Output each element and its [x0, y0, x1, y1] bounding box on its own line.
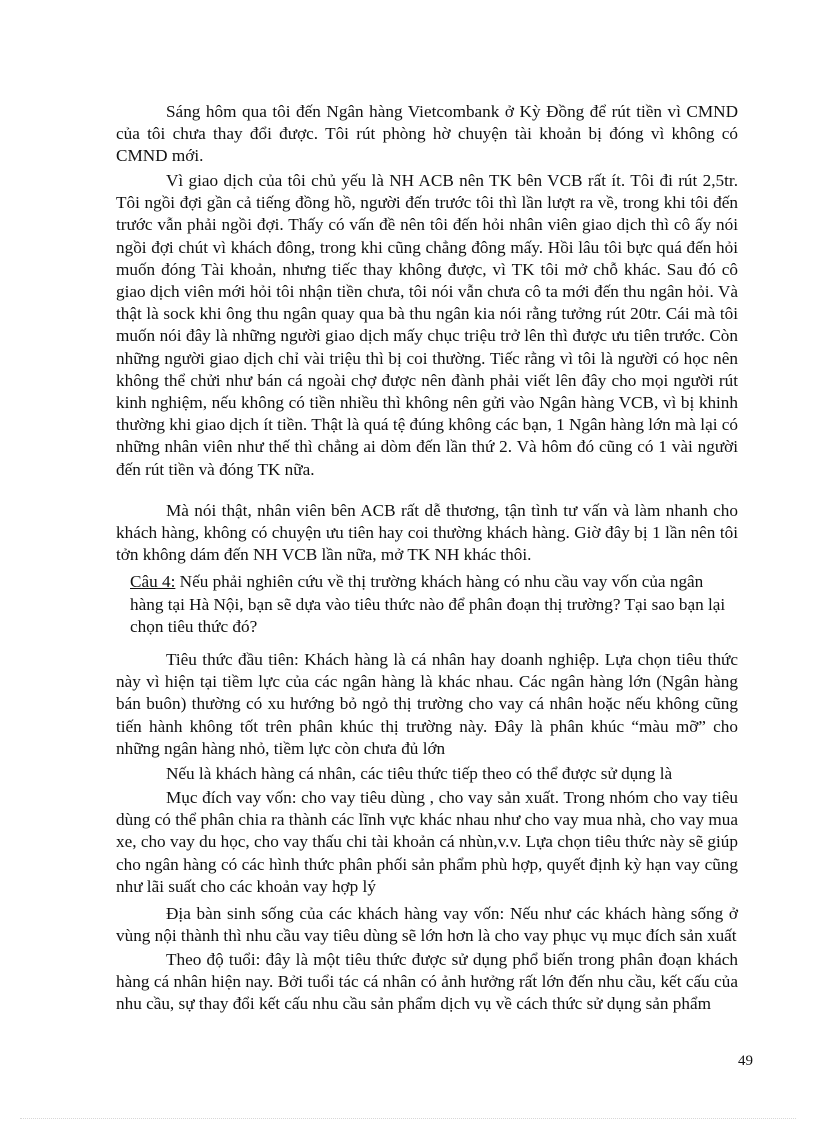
paragraph-transaction-story: Vì giao dịch của tôi chủ yếu là NH ACB nên TK bên VCB rất ít. Tôi đi rút 2,5tr. Tôi ngồi đợi gần cả tiếng đồng hồ, người đến trước tôi thì lần lượt ra về, trong khi tôi đến trước vẫn phải ngồi đợi. Thấy có vấn đề nên tôi đến hỏi nhân viên giao dịch thì cô ấy nói ngồi đợi chút vì khách đông, trong khi cũng chẳng đông mấy. Hồi lâu tôi bực quá đến hỏi muốn đóng Tài khoản, nhưng tiếc thay không được, vì TK tôi mở chỗ khác. Sau đó cô giao dịch viên mới hỏi tôi nhận tiền chưa, tôi nói vẫn chưa cô ta mới đến thu ngân hỏi. Và thật là sock khi ông thu ngân quay qua bà thu ngân kia nói rằng tưởng rút 20tr. Cái mà tôi muốn nói đây là những người giao dịch mấy chục triệu trở lên thì được ưu tiên trước. Còn những người giao dịch chỉ vài triệu thì bị coi thường. Tiếc rằng vì tôi là người có học nên không thể chửi như bán cá ngoài chợ được nên đành phải viết lên đây cho mọi người rút kinh nghiệm, nếu không có tiền nhiều thì không nên gửi vào Ngân hàng VCB, vì bị khinh thường khi giao dịch ít tiền. Thật là quá tệ đúng không các bạn, 1 Ngân hàng lớn mà lại có những nhân viên như thế thì chẳng ai dòm đến lần thứ 2. Và hôm đó cũng có 1 vài người đến rút tiền và đóng TK nữa. — [116, 171, 738, 479]
answer-first-criterion: Tiêu thức đầu tiên: Khách hàng là cá nhân hay doanh nghiệp. Lựa chọn tiêu thức này vì hiện tại tiềm lực của các ngân hàng là khác nhau. Các ngân hàng lớn (Ngân hàng bán buôn) thường có xu hướng bỏ ngỏ thị trường cho vay cá nhân hoặc nếu không cũng tiến hành không tốt trên phân khúc thị trường này. Đây là phân khúc “màu mỡ” cho những ngân hàng nhỏ, tiềm lực còn chưa đủ lớn — [116, 650, 738, 758]
paragraph-vietcombank-visit: Sáng hôm qua tôi đến Ngân hàng Vietcombank ở Kỳ Đồng để rút tiền vì CMND của tôi chưa thay đổi được. Tôi rút phòng hờ chuyện tài khoản bị đóng vì không có CMND mới. — [116, 102, 738, 166]
answer-individual-intro: Nếu là khách hàng cá nhân, các tiêu thức tiếp theo có thể được sử dụng là — [166, 764, 673, 783]
answer-loan-purpose: Mục đích vay vốn: cho vay tiêu dùng , cho vay sản xuất. Trong nhóm cho vay tiêu dùng có thể phân chia ra thành các lĩnh vực khác nhau như cho vay mua nhà, cho vay mua xe, cho vay du học, cho vay thấu chi tài khoản cá nhùn,v.v. Lựa chọn tiêu thức này sẽ giúp cho ngân hàng có các hình thức phân phối sản phẩm phù hợp, quyết định kỳ hạn vay cũng như lãi suất cho các khoản vay hợp lý — [116, 788, 738, 896]
question-4 — [130, 571, 736, 639]
answer-residence-area: Địa bàn sinh sống của các khách hàng vay vốn: Nếu như các khách hàng sống ở vùng nội thành thì nhu cầu vay tiêu dùng sẽ lớn hơn là cho vay phục vụ mục đích sản xuất — [116, 904, 738, 946]
page-bottom-divider — [20, 1118, 796, 1119]
paragraph-acb-comparison: Mà nói thật, nhân viên bên ACB rất dễ thương, tận tình tư vấn và làm nhanh cho khách hàng, không có chuyện ưu tiên hay coi thường khách hàng. Giờ đây bị 1 lần nên tôi tởn không dám đến NH VCB lần nữa, mở TK NH khác thôi. — [116, 501, 738, 565]
question-label: Câu 4: — [130, 572, 176, 591]
page-number: 49 — [738, 1053, 753, 1069]
question-text: Nếu phải nghiên cứu về thị trường khách hàng có nhu cầu vay vốn của ngân hàng tại Hà Nội, bạn sẽ dựa vào tiêu thức nào để phân đoạn thị trường? Tại sao bạn lại chọn tiêu thức đó? — [130, 572, 726, 637]
answer-age-criterion: Theo độ tuổi: đây là một tiêu thức được sử dụng phổ biến trong phân đoạn khách hàng cá nhân hiện nay. Bởi tuổi tác cá nhân có ảnh hưởng rất lớn đến nhu cầu, kết cấu của nhu cầu, sự thay đổi kết cấu nhu cầu sản phẩm dịch vụ về cách thức sử dụng sản phẩm — [116, 950, 738, 1014]
